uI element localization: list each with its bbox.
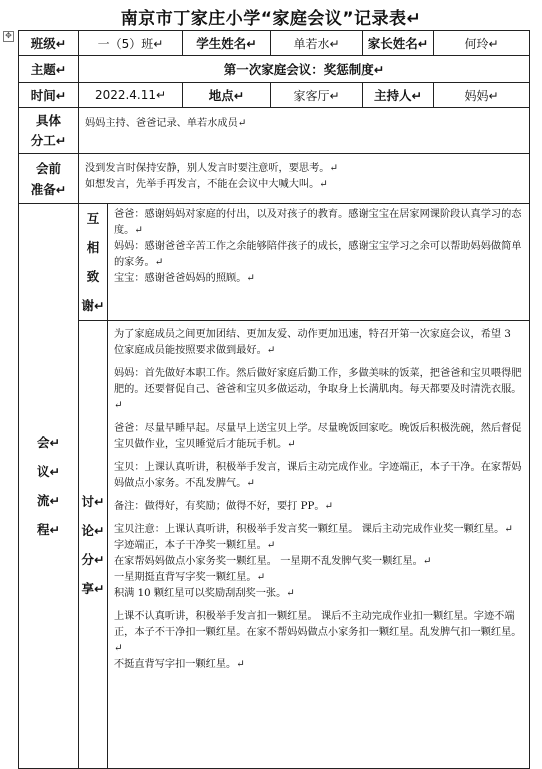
host-label: 主持人↵	[363, 83, 434, 108]
discussion-line: 一星期挺直背写字奖一颗红星。↵	[114, 572, 266, 583]
prep-line: 没到发言时保持安静，别人发言时要注意听，要思考。↵	[85, 163, 339, 174]
thanks-line: 宝宝：感谢爸爸妈妈的照顾。↵	[114, 273, 255, 284]
process-label-char: 流↵	[37, 493, 60, 508]
discussion-line: 爸爸：尽量早睡早起。尽量早上送宝贝上学。尽量晚饭回家吃。晚饭后积极洗碗，然后督促宝贝做作业，宝贝睡觉后才能玩手机。↵	[114, 423, 522, 450]
discussion-label-char: 讨↵	[81, 493, 105, 509]
page-title: 南京市丁家庄小学“家庭会议”记录表↵	[120, 9, 422, 29]
discussion-line: 上课不认真听讲，积极举手发言扣一颗红星。 课后不主动完成作业扣一颗红星。字迹不端正，本子不干净扣一颗红星。在家不帮妈妈做点小家务扣一颗红星。乱发脾气扣一颗红星。↵	[114, 611, 522, 654]
division-label-line-2: 分工↵	[30, 132, 67, 148]
discussion-line: 备注：做得好，有奖励；做得不好，要打 PP。↵	[114, 501, 334, 512]
thanks-line: 妈妈：感谢爸爸辛苦工作之余能够陪伴孩子的成长，感谢宝宝学习之余可以帮助妈妈做简单的家务。↵	[114, 241, 522, 268]
table-move-handle-icon[interactable]: ✥	[3, 31, 14, 42]
prep-line: 如想发言，先举手再发言，不能在会议中大喊大叫。↵	[85, 179, 328, 190]
parent-name-value[interactable]: 何玲↵	[434, 31, 530, 56]
discussion-label-char: 享↵	[81, 580, 105, 596]
mutual-label-char: 互	[86, 211, 100, 226]
time-label: 时间↵	[19, 83, 79, 108]
record-table	[18, 30, 530, 769]
prep-label-line-1: 会前	[35, 160, 61, 176]
mutual-label-char: 致	[86, 269, 100, 284]
topic-label: 主题↵	[19, 56, 79, 83]
place-value[interactable]: 家客厅↵	[271, 83, 363, 108]
discussion-line: 宝贝：上课认真听讲，积极举手发言，课后主动完成作业。字迹端正，本子干净。在家帮妈妈做点小家务。不乱发脾气。↵	[114, 462, 522, 489]
mutual-label-char: 谢↵	[81, 298, 105, 313]
mutual-thanks-text[interactable]	[108, 204, 530, 321]
parent-name-label: 家长姓名↵	[363, 31, 434, 56]
division-label-line-1: 具体	[35, 112, 61, 128]
discussion-row	[19, 321, 530, 769]
division-row	[19, 108, 530, 154]
discussion-line: 在家帮妈妈做点小家务奖一颗红星。 一星期不乱发脾气奖一颗红星。↵	[114, 556, 432, 567]
time-row	[19, 83, 530, 108]
mutual-thanks-label	[79, 204, 108, 321]
discussion-line: 不挺直背写字扣一颗红星。↵	[114, 659, 245, 670]
process-label-char: 程↵	[37, 522, 60, 537]
discussion-line: 积满 10 颗红星可以奖励刮刮奖一张。↵	[114, 588, 295, 599]
process-label-char: 议↵	[37, 464, 60, 479]
discussion-line: 为了家庭成员之间更加团结、更加友爱、动作更加迅速，特召开第一次家庭会议，希望 3 位家庭成员能按照要求做到最好。↵	[114, 329, 511, 356]
division-text[interactable]: 妈妈主持、爸爸记录、单若水成员↵	[79, 108, 530, 154]
prep-label	[19, 154, 79, 204]
discussion-line: 宝贝注意：上课认真听讲，积极举手发言奖一颗红星。 课后主动完成作业奖一颗红星。↵	[114, 524, 513, 535]
student-name-label: 学生姓名↵	[183, 31, 271, 56]
class-value[interactable]: 一（5）班↵	[79, 31, 183, 56]
process-label-char: 会↵	[37, 435, 60, 450]
header-row	[19, 31, 530, 56]
discussion-label	[79, 321, 108, 769]
mutual-thanks-row	[19, 204, 530, 321]
topic-value[interactable]: 第一次家庭会议：奖惩制度↵	[79, 56, 530, 83]
discussion-line: 字迹端正，本子干净奖一颗红星。↵	[114, 540, 276, 551]
prep-row	[19, 154, 530, 204]
place-label: 地点↵	[183, 83, 271, 108]
process-label	[19, 204, 79, 769]
student-name-value[interactable]: 单若水↵	[271, 31, 363, 56]
host-value[interactable]: 妈妈↵	[434, 83, 530, 108]
time-value[interactable]: 2022.4.11↵	[79, 83, 183, 108]
discussion-line: 妈妈：首先做好本职工作。然后做好家庭后勤工作，多做美味的饭菜，把爸爸和宝贝喂得肥肥的。还要督促自己、爸爸和宝贝多做运动，争取身上长满肌肉。每天都要及时清洗衣服。↵	[114, 368, 522, 411]
topic-row	[19, 56, 530, 83]
discussion-text[interactable]	[108, 321, 530, 769]
prep-text[interactable]	[79, 154, 530, 204]
discussion-label-char: 分↵	[81, 551, 105, 567]
division-label	[19, 108, 79, 154]
thanks-line: 爸爸：感谢妈妈对家庭的付出，以及对孩子的教育。感谢宝宝在居家网课阶段认真学习的态度。↵	[114, 209, 522, 236]
mutual-label-char: 相	[86, 240, 100, 255]
class-label: 班级↵	[19, 31, 79, 56]
discussion-label-char: 论↵	[81, 522, 105, 538]
prep-label-line-2: 准备↵	[30, 181, 67, 197]
